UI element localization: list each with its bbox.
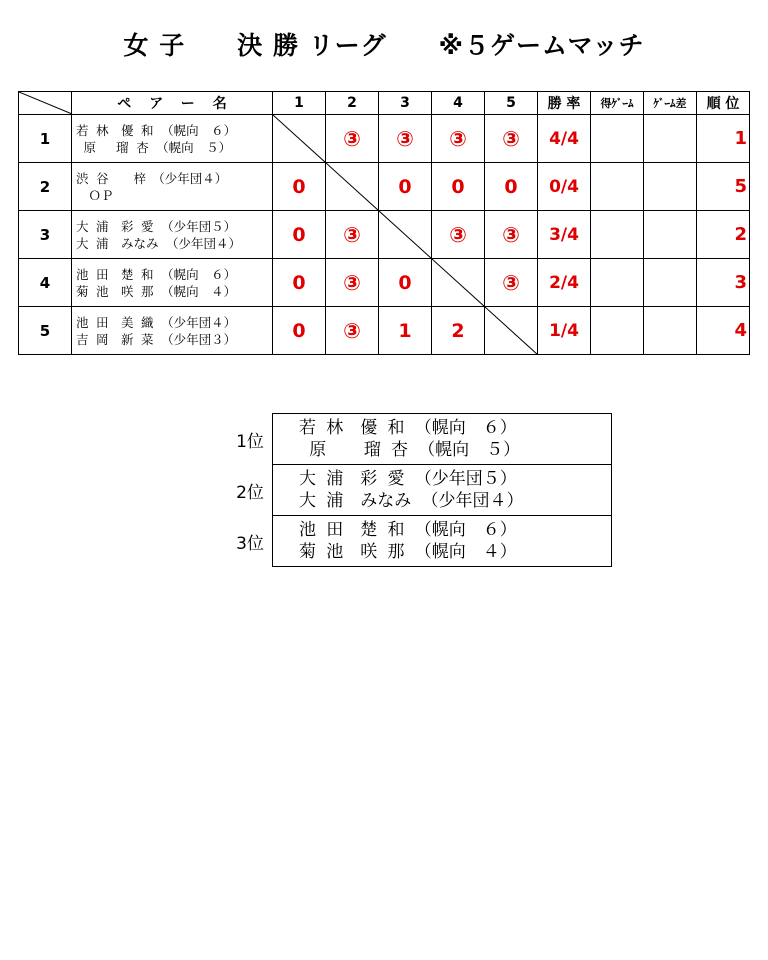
header-row <box>19 92 750 115</box>
diagonal-cell <box>485 307 538 355</box>
header-col-2: 2 <box>326 92 379 115</box>
rank: 2 <box>697 211 750 259</box>
table-row <box>19 115 750 163</box>
pair-number: 1 <box>19 115 72 163</box>
result-row <box>228 465 612 516</box>
diagonal-cell <box>432 259 485 307</box>
games-won <box>591 307 644 355</box>
games-won <box>591 259 644 307</box>
game-diff <box>644 163 697 211</box>
rank: 4 <box>697 307 750 355</box>
match-score: ③ <box>485 115 538 163</box>
games-won <box>591 163 644 211</box>
diagonal-line <box>326 163 379 211</box>
header-pair-name: ペアー名 <box>72 92 273 115</box>
place-label: 1位 <box>236 431 264 452</box>
table-row <box>19 259 750 307</box>
pair-number: 5 <box>19 307 72 355</box>
header-rank: 順 位 <box>697 92 750 115</box>
match-score: 0 <box>379 163 432 211</box>
win-rate: 2/4 <box>538 259 591 307</box>
header-col-3: 3 <box>379 92 432 115</box>
league-table <box>18 91 750 355</box>
place-pair <box>273 516 612 567</box>
diagonal-line <box>432 259 485 307</box>
place-player-1: 若 林 優 和 （幌向 ６） <box>299 418 517 438</box>
rank: 3 <box>697 259 750 307</box>
header-col-1: 1 <box>273 92 326 115</box>
match-score: 2 <box>432 307 485 355</box>
player-2: 原 瑠 杏 （幌向 ５） <box>76 139 232 155</box>
player-1: 池 田 楚 和 （幌向 ６） <box>76 266 237 282</box>
place-player-2: 菊 池 咲 那 （幌向 ４） <box>299 542 517 562</box>
table-row <box>19 163 750 211</box>
win-rate: 1/4 <box>538 307 591 355</box>
match-score: ③ <box>432 211 485 259</box>
table-row <box>19 211 750 259</box>
match-score: ③ <box>485 211 538 259</box>
match-score: 1 <box>379 307 432 355</box>
games-won <box>591 211 644 259</box>
place-player-2: 大 浦 みなみ （少年団４） <box>299 491 524 511</box>
corner-diagonal <box>19 92 72 114</box>
header-win-rate: 勝 率 <box>538 92 591 115</box>
match-score: 0 <box>379 259 432 307</box>
win-rate: 3/4 <box>538 211 591 259</box>
player-1: 若 林 優 和 （幌向 ６） <box>76 122 237 138</box>
match-score: 0 <box>273 259 326 307</box>
match-score: ③ <box>326 259 379 307</box>
diagonal-cell <box>379 211 432 259</box>
pair-names <box>72 163 273 211</box>
game-diff <box>644 211 697 259</box>
pair-number: 3 <box>19 211 72 259</box>
match-score: ③ <box>326 115 379 163</box>
pair-names <box>72 307 273 355</box>
diagonal-line <box>485 307 538 355</box>
pair-number: 2 <box>19 163 72 211</box>
match-score: ③ <box>432 115 485 163</box>
place-player-2: 原 瑠 杏 （幌向 ５） <box>299 440 521 460</box>
match-score: 0 <box>273 307 326 355</box>
header-games-won: 得ｹﾞｰﾑ <box>591 92 644 115</box>
result-row <box>228 516 612 567</box>
diagonal-line <box>379 211 432 259</box>
result-row <box>228 414 612 465</box>
pair-number: 4 <box>19 259 72 307</box>
game-diff <box>644 307 697 355</box>
pair-names <box>72 115 273 163</box>
diagonal-line <box>273 115 326 163</box>
win-rate: 0/4 <box>538 163 591 211</box>
player-2: ＯＰ <box>76 187 114 203</box>
header-col-4: 4 <box>432 92 485 115</box>
results-table <box>228 413 612 567</box>
match-score: 0 <box>273 211 326 259</box>
place-label: 2位 <box>236 482 264 503</box>
table-row <box>19 307 750 355</box>
games-won <box>591 115 644 163</box>
place-label: 3位 <box>236 533 264 554</box>
player-1: 渋 谷 梓 （少年団４） <box>76 170 228 186</box>
match-score: 0 <box>273 163 326 211</box>
player-2: 吉 岡 新 菜 （少年団３） <box>76 331 237 347</box>
pair-names <box>72 259 273 307</box>
match-score: 0 <box>432 163 485 211</box>
page-title: 女 子 決 勝 リーグ ※５ゲームマッチ <box>123 31 645 60</box>
rank: 5 <box>697 163 750 211</box>
game-diff <box>644 115 697 163</box>
corner-cell <box>19 92 72 115</box>
match-score: 0 <box>485 163 538 211</box>
match-score: ③ <box>326 307 379 355</box>
match-score: ③ <box>379 115 432 163</box>
pair-names <box>72 211 273 259</box>
player-1: 大 浦 彩 愛 （少年団５） <box>76 218 237 234</box>
player-1: 池 田 美 織 （少年団４） <box>76 314 237 330</box>
match-score: ③ <box>326 211 379 259</box>
player-2: 大 浦 みなみ （少年団４） <box>76 235 242 251</box>
header-col-5: 5 <box>485 92 538 115</box>
diagonal-cell <box>326 163 379 211</box>
match-score: ③ <box>485 259 538 307</box>
player-2: 菊 池 咲 那 （幌向 ４） <box>76 283 237 299</box>
diagonal-cell <box>273 115 326 163</box>
game-diff <box>644 259 697 307</box>
place-player-1: 大 浦 彩 愛 （少年団５） <box>299 469 517 489</box>
rank: 1 <box>697 115 750 163</box>
header-game-diff: ｹﾞｰﾑ差 <box>644 92 697 115</box>
place-player-1: 池 田 楚 和 （幌向 ６） <box>299 520 517 540</box>
place-pair <box>273 414 612 465</box>
place-pair <box>273 465 612 516</box>
win-rate: 4/4 <box>538 115 591 163</box>
